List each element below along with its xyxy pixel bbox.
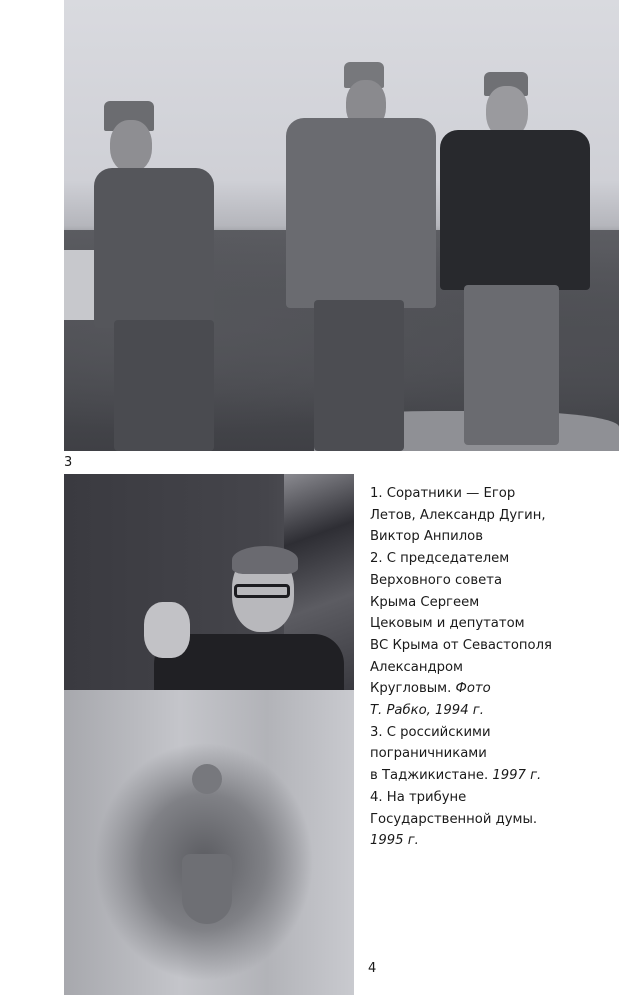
caption-line bbox=[370, 700, 570, 722]
caption-text: Кругловым. bbox=[370, 681, 452, 697]
eagle-shield bbox=[182, 854, 232, 924]
photo-duma-tribune bbox=[64, 474, 354, 995]
caption-line: Государственной думы. bbox=[370, 811, 538, 827]
caption-line: Виктор Анпилов bbox=[370, 529, 484, 545]
caption-text: в Таджикистане. bbox=[370, 768, 489, 784]
eagle-crown bbox=[192, 764, 222, 794]
photo-captions bbox=[370, 483, 570, 852]
caption-year: 1997 г. bbox=[492, 768, 542, 784]
photo-three-men-camouflage bbox=[64, 0, 619, 451]
speaker-hair bbox=[232, 546, 298, 574]
caption-year: 1995 г. bbox=[370, 833, 419, 849]
caption-line bbox=[370, 765, 570, 787]
caption-line: 4. На трибуне bbox=[370, 789, 467, 805]
caption-line: 1. Соратники — Егор bbox=[370, 486, 516, 501]
caption-line: Летов, Александр Дугин, bbox=[370, 507, 546, 523]
caption-line: Александром bbox=[370, 659, 463, 675]
caption-line bbox=[370, 678, 570, 700]
caption-credit: Фото bbox=[455, 681, 491, 697]
caption-line: пограничниками bbox=[370, 746, 487, 762]
caption-line: Крыма Сергеем bbox=[370, 594, 480, 610]
caption-line: Цековым и депутатом bbox=[370, 616, 525, 632]
caption-credit: Т. Рабко, 1994 г. bbox=[370, 703, 484, 719]
speaker-hand bbox=[144, 602, 190, 658]
caption-line bbox=[370, 830, 570, 852]
photo-number-3: 3 bbox=[64, 455, 73, 470]
caption-line: ВС Крыма от Севастополя bbox=[370, 637, 552, 653]
photo-number-4: 4 bbox=[368, 961, 377, 976]
caption-line: 3. С российскими bbox=[370, 724, 491, 740]
speaker-glasses bbox=[234, 584, 290, 598]
caption-line: 2. С председателем bbox=[370, 551, 510, 567]
caption-line: Верховного совета bbox=[370, 572, 503, 588]
